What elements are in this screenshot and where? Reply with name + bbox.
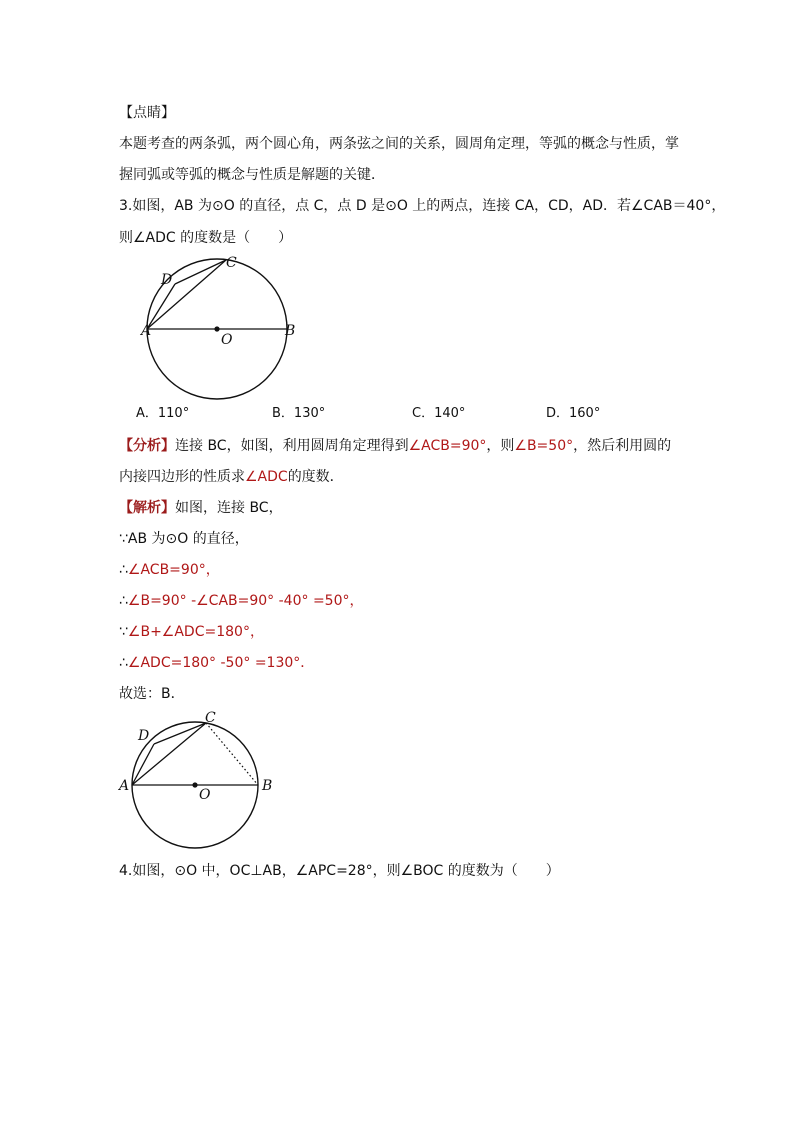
question-3-stem-line-1: 3.如图，AB 为⊙O 的直径，点 C，点 D 是⊙O 上的两点，连接 CA，CD，AD．若∠CAB＝40°，: [119, 198, 726, 214]
fenxi-formula: ∠ADC: [245, 469, 288, 485]
answer-line: 故选：B．: [119, 686, 185, 702]
jiexi-step-4: [119, 622, 264, 642]
label-b: B: [262, 778, 273, 794]
therefore-symbol: ∴: [119, 562, 128, 578]
therefore-symbol: ∴: [119, 593, 128, 609]
chord-ac: [147, 260, 226, 329]
circle-figure-2: [116, 706, 286, 856]
option-a[interactable]: A．110°: [136, 406, 190, 421]
dianjing-line-1: 本题考查的两条弧，两个圆心角，两条弦之间的关系，圆周角定理，等弧的概念与性质，掌: [119, 136, 679, 152]
fenxi-formula: ∠B=50°: [514, 438, 574, 454]
label-a: A: [119, 778, 130, 794]
chord-dc: [154, 723, 206, 744]
chord-dc: [175, 260, 226, 284]
center-point: [214, 326, 219, 331]
fenxi-text: 连接 BC，如图，利用圆周角定理得到: [175, 438, 409, 454]
fenxi-line-1: [119, 436, 671, 456]
jiexi-formula: ∠ACB=90°，: [127, 562, 220, 578]
label-c: C: [226, 255, 237, 271]
label-b: B: [285, 323, 296, 339]
dianjing-tag: 【点睛】: [119, 105, 175, 121]
jiexi-formula: ∠B+∠ADC=180°，: [127, 624, 264, 640]
jiexi-head: [119, 498, 283, 518]
question-3-stem-line-2: 则∠ADC 的度数是（ ）: [119, 230, 293, 246]
label-o: O: [199, 787, 211, 803]
label-d: D: [161, 272, 173, 288]
fenxi-text: 的度数．: [287, 469, 344, 485]
jiexi-step-5: [119, 653, 314, 673]
therefore-symbol: ∴: [119, 655, 128, 671]
because-symbol: ∵: [119, 624, 128, 640]
label-c: C: [205, 710, 216, 726]
fenxi-tag: 【分析】: [119, 438, 175, 454]
jiexi-step-2: [119, 560, 220, 580]
label-o: O: [221, 332, 233, 348]
fenxi-text: ，则: [486, 438, 515, 454]
jiexi-step-3: [119, 591, 364, 611]
option-b[interactable]: B．130°: [272, 406, 326, 421]
jiexi-formula: ∠B=90° -∠CAB=90° -40° =50°，: [127, 593, 364, 609]
dianjing-line-2: 握同弧或等弧的概念与性质是解题的关键．: [119, 167, 385, 183]
question-4-stem: 4.如图，⊙O 中，OC⊥AB，∠APC=28°，则∠BOC 的度数为（ ）: [119, 863, 560, 879]
jiexi-tag: 【解析】: [119, 500, 175, 516]
center-point: [192, 782, 197, 787]
label-d: D: [138, 728, 150, 744]
fenxi-formula: ∠ACB=90°: [408, 438, 487, 454]
label-a: A: [141, 323, 152, 339]
option-c[interactable]: C．140°: [412, 406, 466, 421]
jiexi-step-1: ∵AB 为⊙O 的直径，: [119, 531, 249, 547]
option-d[interactable]: D．160°: [546, 406, 601, 421]
circle-figure-1: [140, 250, 300, 400]
jiexi-formula: ∠ADC=180° -50° =130°．: [127, 655, 315, 671]
fenxi-text: ，然后利用圆的: [573, 438, 672, 454]
fenxi-text: 内接四边形的性质求: [119, 469, 245, 485]
jiexi-text: 如图，连接 BC，: [175, 500, 283, 516]
fenxi-line-2: [119, 467, 344, 487]
